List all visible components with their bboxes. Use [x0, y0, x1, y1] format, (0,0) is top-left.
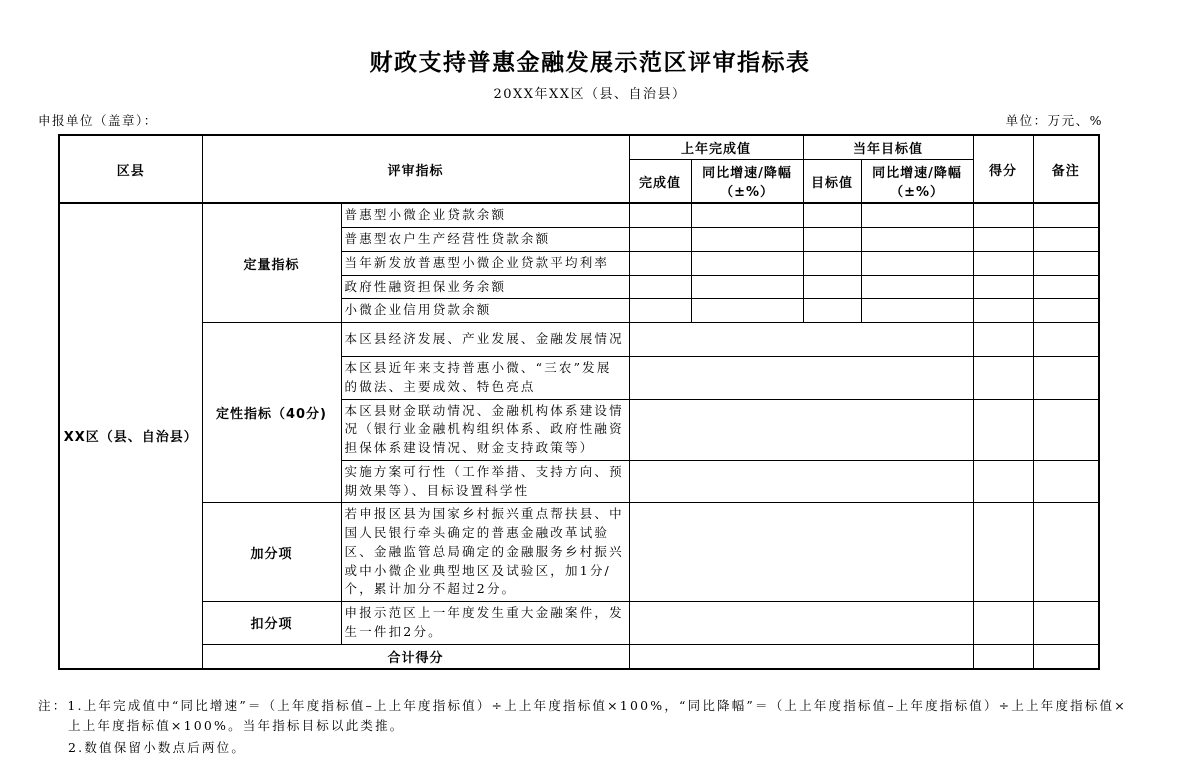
- col-header-score: 得分: [973, 135, 1033, 203]
- indicator-cell: 普惠型小微企业贷款余额: [341, 203, 629, 227]
- yoy-prev-cell: [691, 275, 803, 299]
- remark-cell: [1033, 299, 1099, 323]
- completed-value-cell: [629, 228, 691, 252]
- col-header-remark: 备注: [1033, 135, 1099, 203]
- total-score-label: 合计得分: [202, 644, 629, 669]
- remark-cell: [1033, 503, 1099, 602]
- col-header-yoy-current: [861, 160, 973, 204]
- page-subtitle: 20XX年XX区（县、自治县）: [493, 87, 687, 103]
- category-bonus: 加分项: [202, 503, 341, 602]
- score-cell: [973, 299, 1033, 323]
- table-row: [59, 203, 1099, 227]
- yoy-prev-cell: [691, 228, 803, 252]
- col-header-current-year-group: 当年目标值: [803, 135, 973, 160]
- remark-cell: [1033, 399, 1099, 460]
- applicant-label: 申报单位（盖章）：: [38, 113, 158, 129]
- category-quantitative: 定量指标: [202, 203, 341, 322]
- remark-cell: [1033, 323, 1099, 357]
- indicator-cell: 本区县近年来支持普惠小微、“三农”发展的做法、主要成效、特色亮点: [341, 357, 629, 400]
- completed-value-cell: [629, 251, 691, 275]
- yoy-current-cell: [861, 203, 973, 227]
- yoy-current-cell: [861, 275, 973, 299]
- values-merged-cell: [629, 503, 973, 602]
- yoy-prev-cell: [691, 299, 803, 323]
- remark-cell: [1033, 228, 1099, 252]
- region-cell: XX区（县、自治县）: [59, 203, 202, 668]
- indicator-cell: 普惠型农户生产经营性贷款余额: [341, 228, 629, 252]
- remark-cell: [1033, 251, 1099, 275]
- indicator-cell: 本区县经济发展、产业发展、金融发展情况: [341, 323, 629, 357]
- score-cell: [973, 503, 1033, 602]
- values-merged-cell: [629, 323, 973, 357]
- yoy-current-cell: [861, 228, 973, 252]
- completed-value-cell: [629, 203, 691, 227]
- score-cell: [973, 228, 1033, 252]
- page-title: 财政支持普惠金融发展示范区评审指标表: [369, 49, 811, 76]
- yoy-label-line1: 同比增速/降幅: [872, 166, 962, 182]
- indicator-cell: 当年新发放普惠型小微企业贷款平均利率: [341, 251, 629, 275]
- remark-cell: [1033, 357, 1099, 400]
- col-header-completed-value: 完成值: [629, 160, 691, 204]
- score-cell: [973, 602, 1033, 645]
- target-value-cell: [803, 203, 861, 227]
- meta-row: [38, 111, 1103, 129]
- penalty-text-cell: 申报示范区上一年度发生重大金融案件，发生一件扣2分。: [341, 602, 629, 645]
- target-value-cell: [803, 275, 861, 299]
- col-header-region: 区县: [59, 135, 202, 203]
- values-merged-cell: [629, 357, 973, 400]
- values-merged-cell: [629, 460, 973, 503]
- score-cell: [973, 357, 1033, 400]
- values-merged-cell: [629, 602, 973, 645]
- indicator-cell: 实施方案可行性（工作举措、支持方向、预期效果等）、目标设置科学性: [341, 460, 629, 503]
- table-row: [59, 323, 1099, 357]
- table-row: [59, 602, 1099, 645]
- remark-cell: [1033, 203, 1099, 227]
- yoy-label-line2: （±%）: [720, 185, 774, 201]
- score-cell: [973, 251, 1033, 275]
- remark-cell: [1033, 275, 1099, 299]
- completed-value-cell: [629, 275, 691, 299]
- total-score-row: [59, 644, 1099, 669]
- yoy-label-line1: 同比增速/降幅: [702, 166, 792, 182]
- target-value-cell: [803, 299, 861, 323]
- yoy-label-line2: （±%）: [890, 185, 944, 201]
- remark-cell: [1033, 644, 1099, 669]
- remark-cell: [1033, 460, 1099, 503]
- score-cell: [973, 203, 1033, 227]
- values-merged-cell: [629, 399, 973, 460]
- footnotes: [38, 696, 1140, 758]
- evaluation-table: [58, 134, 1100, 669]
- target-value-cell: [803, 251, 861, 275]
- completed-value-cell: [629, 299, 691, 323]
- score-cell: [973, 644, 1033, 669]
- score-cell: [973, 399, 1033, 460]
- category-qualitative: 定性指标（40分): [202, 323, 341, 503]
- table-row: [59, 503, 1099, 602]
- col-header-prev-year-group: 上年完成值: [629, 135, 803, 160]
- header-row-1: [59, 135, 1099, 160]
- remark-cell: [1033, 602, 1099, 645]
- category-penalty: 扣分项: [202, 602, 341, 645]
- indicator-cell: 本区县财金联动情况、金融机构体系建设情况（银行业金融机构组织体系、政府性融资担保体系建设情况、财金支持政策等）: [341, 399, 629, 460]
- indicator-cell: 政府性融资担保业务余额: [341, 275, 629, 299]
- yoy-prev-cell: [691, 251, 803, 275]
- yoy-prev-cell: [691, 203, 803, 227]
- score-cell: [973, 323, 1033, 357]
- col-header-yoy-prev: [691, 160, 803, 204]
- score-cell: [973, 460, 1033, 503]
- col-header-target-value: 目标值: [803, 160, 861, 204]
- unit-label: 单位：万元、%: [1005, 113, 1103, 129]
- target-value-cell: [803, 228, 861, 252]
- score-cell: [973, 275, 1033, 299]
- values-merged-cell: [629, 644, 973, 669]
- footnote-2: 2.数值保留小数点后两位。: [68, 739, 247, 755]
- yoy-current-cell: [861, 299, 973, 323]
- footnote-1: 注：1.上年完成值中“同比增速”＝（上年度指标值–上上年度指标值）÷上上年度指标值×100%，“同比降幅”＝（上上年度指标值–上年度指标值）÷上上年度指标值×上上年度指标值×100%。当年指标目标以此类推。: [38, 697, 1127, 733]
- yoy-current-cell: [861, 251, 973, 275]
- bonus-text-cell: 若申报区县为国家乡村振兴重点帮扶县、中国人民银行牵头确定的普惠金融改革试验区、金融监管总局确定的金融服务乡村振兴或中小微企业典型地区及试验区，加1分/个，累计加分不超过2分。: [341, 503, 629, 602]
- col-header-indicator: 评审指标: [202, 135, 629, 203]
- indicator-cell: 小微企业信用贷款余额: [341, 299, 629, 323]
